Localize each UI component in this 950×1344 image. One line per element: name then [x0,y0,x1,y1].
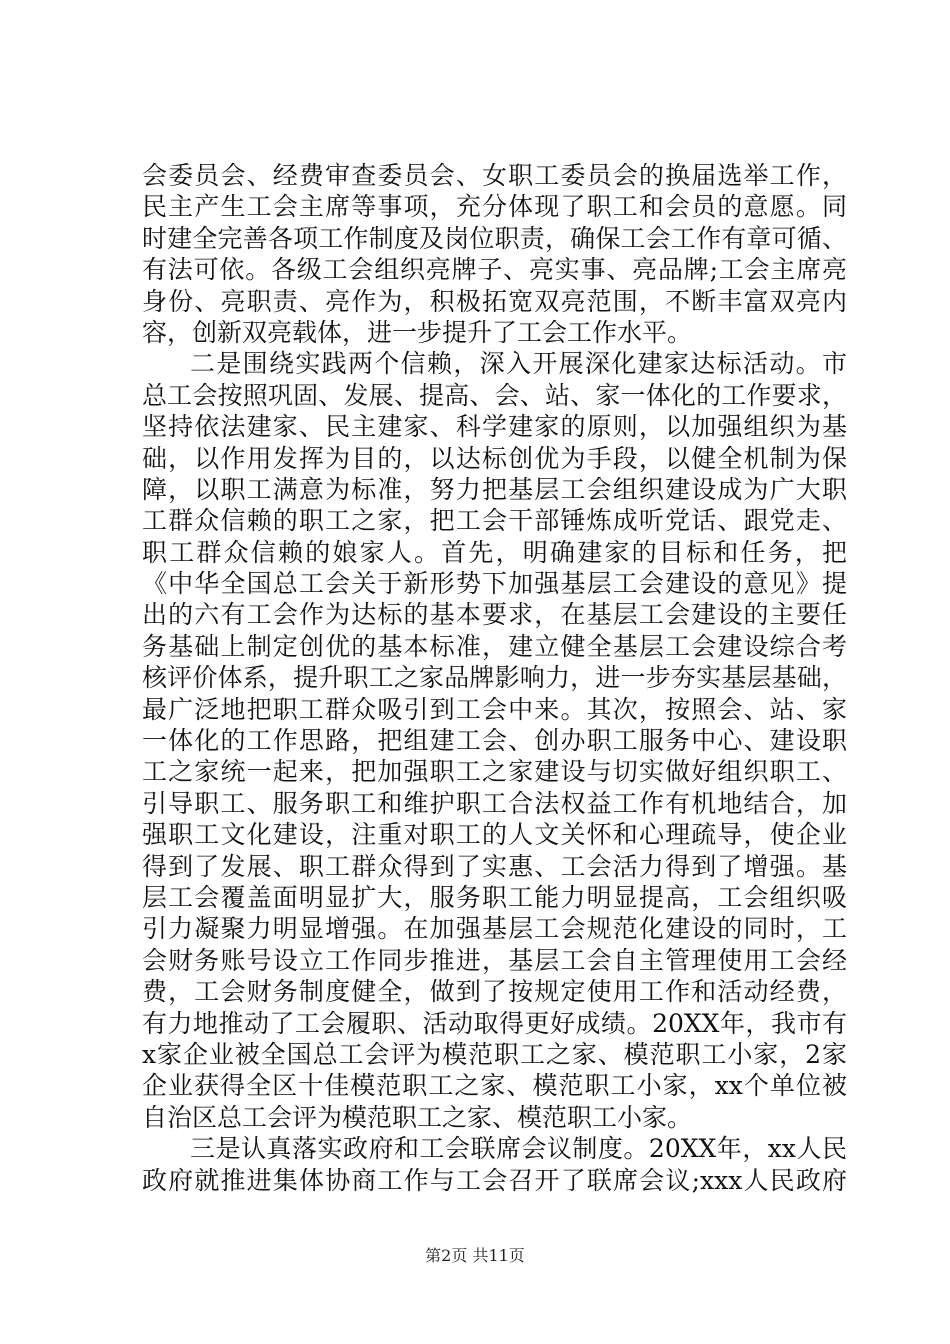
text-line: 层工会覆盖面明显扩大，服务职工能力明显提高，工会组织吸 [142,882,847,912]
text-line: 务基础上制定创优的基本标准，建立健全基层工会建设综合考 [142,631,847,661]
text-line: 引导职工、服务职工和维护职工合法权益工作有机地结合，加 [142,788,847,818]
text-line: 有法可依。各级工会组织亮牌子、亮实事、亮品牌;工会主席亮 [142,255,847,285]
text-line: 障，以职工满意为标准，努力把基层工会组织建设成为广大职 [142,474,847,504]
text-line: 自治区总工会评为模范职工之家、模范职工小家。 [142,1102,693,1132]
page-footer: 第2页 共11页 [425,1246,525,1265]
text-line: 引力凝聚力明显增强。在加强基层工会规范化建设的同时，工 [142,914,847,944]
text-line: 职工群众信赖的娘家人。首先，明确建家的目标和任务，把 [142,537,847,567]
text-line: 有力地推动了工会履职、活动取得更好成绩。20XX年，我市有 [142,1008,847,1038]
text-line: 民主产生工会主席等事项，充分体现了职工和会员的意愿。同 [142,192,847,222]
text-line: 时建全完善各项工作制度及岗位职责，确保工会工作有章可循、 [142,223,847,253]
text-line: 工之家统一起来，把加强职工之家建设与切实做好组织职工、 [142,757,847,787]
paragraph-first-line: 三是认真落实政府和工会联席会议制度。20XX年，xx人民 [190,1134,847,1164]
text-line: 核评价体系，提升职工之家品牌影响力，进一步夯实基层基础， [142,663,847,693]
text-line: 企业获得全区十佳模范职工之家、模范职工小家，xx个单位被 [142,1071,847,1101]
text-line: 得到了发展、职工群众得到了实惠、工会活力得到了增强。基 [142,851,847,881]
text-line: 会委员会、经费审查委员会、女职工委员会的换届选举工作， [142,161,847,190]
text-line: 总工会按照巩固、发展、提高、会、站、家一体化的工作要求， [142,380,847,410]
text-line: 会财务账号设立工作同步推进，基层工会自主管理使用工会经 [142,945,847,975]
text-line: 身份、亮职责、亮作为，积极拓宽双亮范围，不断丰富双亮内 [142,286,847,316]
text-line: 强职工文化建设，注重对职工的人文关怀和心理疏导，使企业 [142,820,847,850]
text-line: 政府就推进集体协商工作与工会召开了联席会议;xxx人民政府 [142,1165,847,1195]
text-line: 一体化的工作思路，把组建工会、创办职工服务中心、建设职 [142,726,847,756]
paragraph-first-line: 二是围绕实践两个信赖，深入开展深化建家达标活动。市 [190,349,847,379]
text-line: 坚持依法建家、民主建家、科学建家的原则，以加强组织为基 [142,412,847,442]
text-line: 最广泛地把职工群众吸引到工会中来。其次，按照会、站、家 [142,694,847,724]
text-line: 工群众信赖的职工之家，把工会干部锤炼成听党话、跟党走、 [142,506,847,536]
document-body [142,160,847,1196]
text-line: 础，以作用发挥为目的，以达标创优为手段，以健全机制为保 [142,443,847,473]
text-line: 容，创新双亮载体，进一步提升了工会工作水平。 [142,317,693,347]
text-line: x家企业被全国总工会评为模范职工之家、模范职工小家，2家 [142,1039,847,1069]
text-line: 《中华全国总工会关于新形势下加强基层工会建设的意见》提 [142,569,847,599]
text-line: 出的六有工会作为达标的基本要求，在基层工会建设的主要任 [142,600,847,630]
text-line: 费，工会财务制度健全，做到了按规定使用工作和活动经费， [142,977,847,1007]
